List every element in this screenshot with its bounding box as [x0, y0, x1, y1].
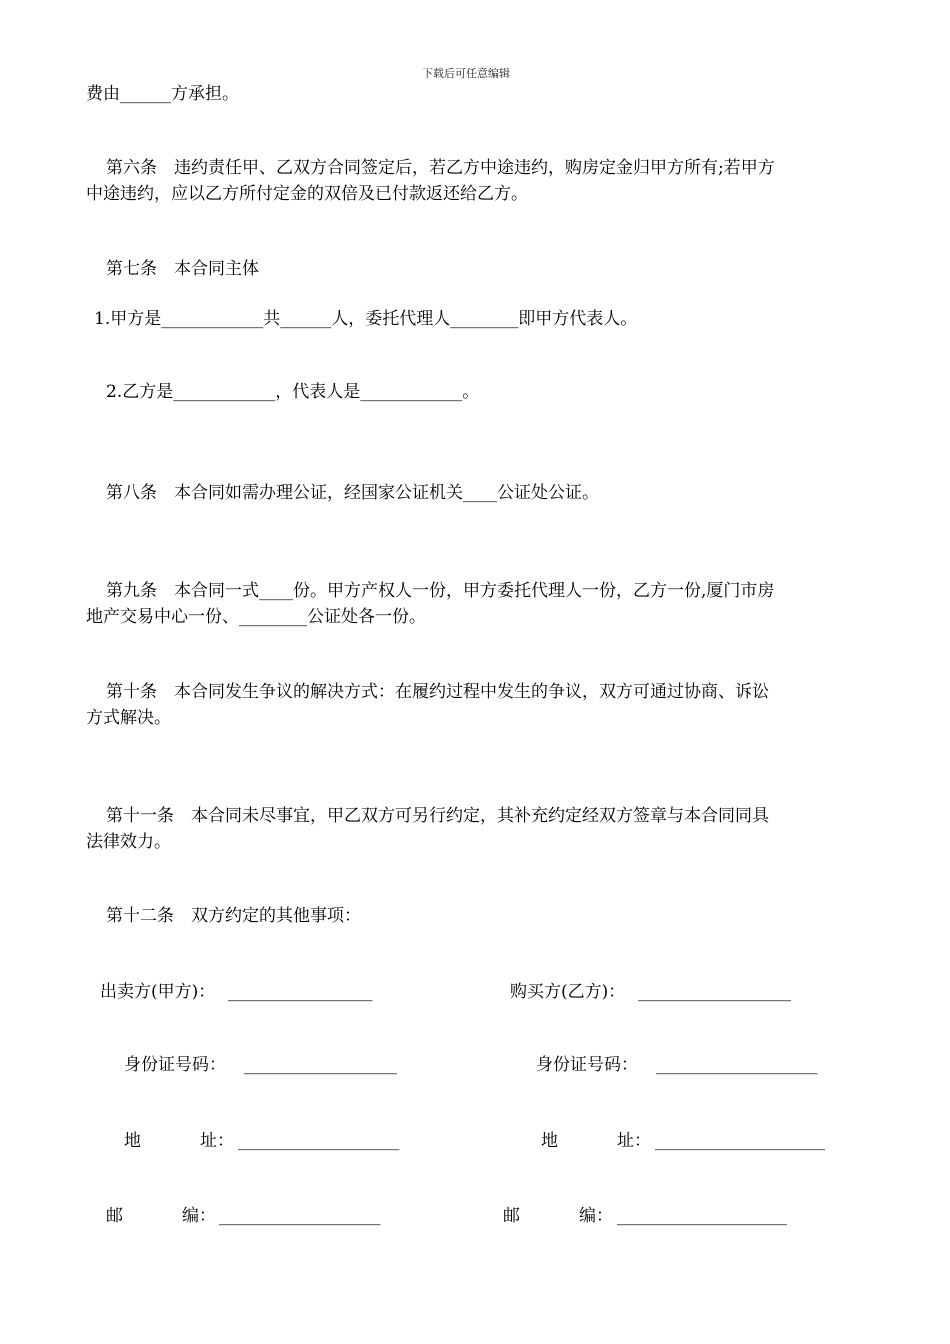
seller-id-blank: __________________	[244, 1055, 397, 1075]
buyer-post-blank: ____________________	[617, 1206, 787, 1226]
clause-9-line-2: 地产交易中心一份、________公证处各一份。	[86, 607, 426, 627]
buyer-addr-blank: ____________________	[655, 1131, 825, 1151]
buyer-name-blank: __________________	[638, 982, 791, 1002]
clause-7-item-2: 2.乙方是____________，代表人是____________。	[106, 382, 480, 402]
seller-id-label: 身份证号码：	[124, 1055, 226, 1075]
buyer-post-char2: 编：	[579, 1206, 613, 1226]
seller-addr-char1: 地	[124, 1131, 141, 1151]
buyer-addr-char1: 地	[541, 1131, 558, 1151]
buyer-addr-char2: 址：	[617, 1131, 651, 1151]
clause-6-line-2: 中途违约，应以乙方所付定金的双倍及已付款返还给乙方。	[86, 184, 528, 204]
clause-8: 第八条 本合同如需办理公证，经国家公证机关____公证处公证。	[106, 483, 599, 503]
seller-post-char2: 编：	[182, 1206, 216, 1226]
clause-9-line-1: 第九条 本合同一式____份。甲方产权人一份，甲方委托代理人一份，乙方一份,厦门市房	[106, 581, 775, 601]
buyer-label: 购买方(乙方)：	[510, 982, 626, 1002]
clause-11-line-1: 第十一条 本合同未尽事宜，甲乙双方可另行约定，其补充约定经双方签章与本合同同具	[106, 806, 769, 826]
seller-addr-blank: ___________________	[238, 1131, 400, 1151]
buyer-id-blank: ___________________	[656, 1055, 818, 1075]
seller-name-blank: _________________	[228, 982, 373, 1002]
clause-line: 费由______方承担。	[86, 84, 239, 104]
clause-11-line-2: 法律效力。	[86, 832, 171, 852]
page-header: 下载后可任意编辑	[422, 67, 510, 80]
clause-12: 第十二条 双方约定的其他事项：	[106, 906, 361, 926]
clause-10-line-1: 第十条 本合同发生争议的解决方式：在履约过程中发生的争议，双方可通过协商、诉讼	[106, 682, 769, 702]
clause-7-title: 第七条 本合同主体	[106, 259, 259, 279]
seller-post-char1: 邮	[106, 1206, 123, 1226]
clause-6-line-1: 第六条 违约责任甲、乙双方合同签定后，若乙方中途违约，购房定金归甲方所有;若甲方	[106, 158, 775, 178]
seller-post-blank: ___________________	[219, 1206, 381, 1226]
clause-7-item-1: 1.甲方是____________共______人，委托代理人________即甲方代表人。	[94, 309, 638, 329]
seller-addr-char2: 址：	[200, 1131, 234, 1151]
buyer-id-label: 身份证号码：	[536, 1055, 638, 1075]
seller-label: 出卖方(甲方)：	[100, 982, 216, 1002]
buyer-post-char1: 邮	[503, 1206, 520, 1226]
clause-10-line-2: 方式解决。	[86, 708, 171, 728]
